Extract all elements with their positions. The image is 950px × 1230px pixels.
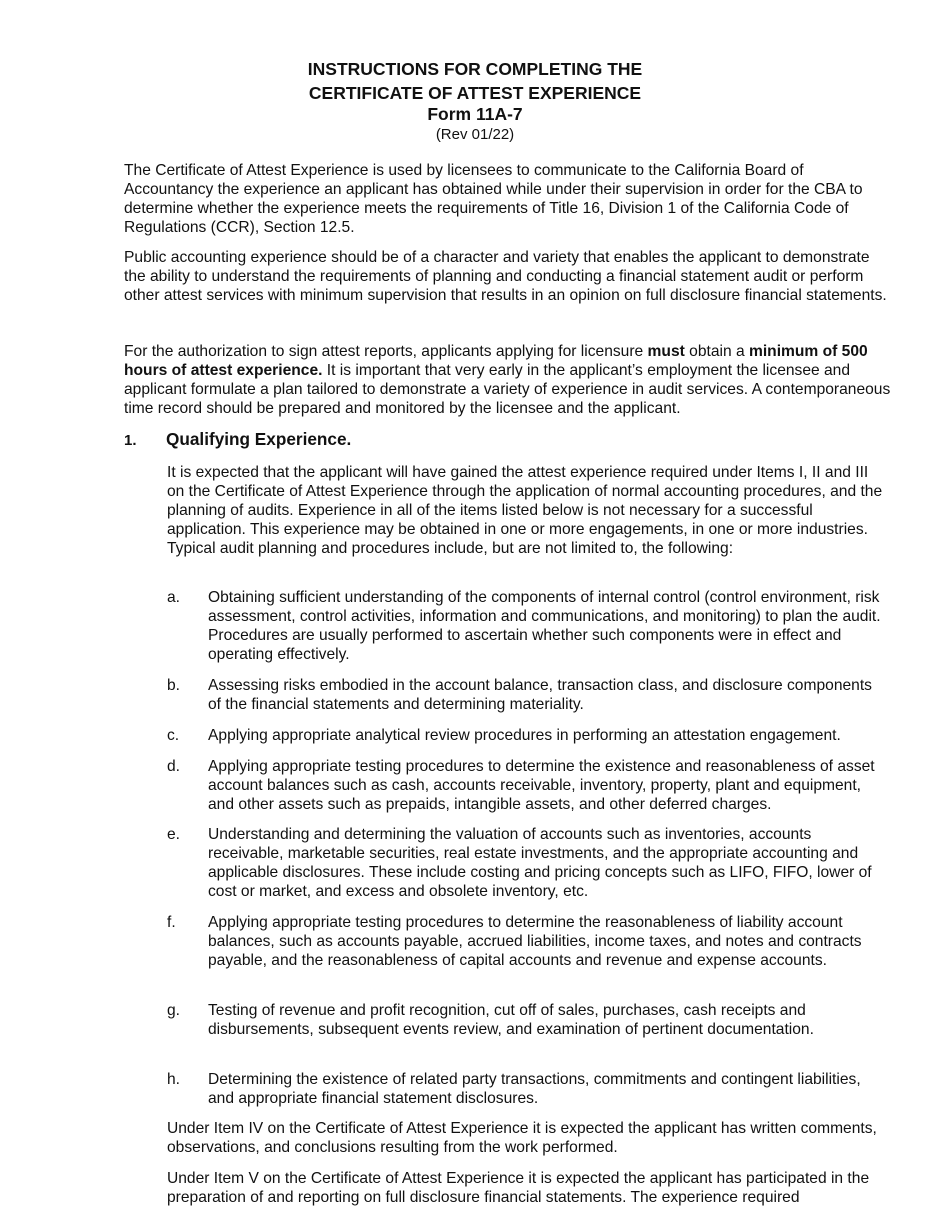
form-number: Form 11A-7 bbox=[427, 104, 523, 124]
list-item-letter: h. bbox=[167, 1071, 181, 1088]
revision-date: (Rev 01/22) bbox=[435, 126, 515, 143]
intro-p3-part-a: For the authorization to sign attest reports, applicants applying for licensure bbox=[124, 343, 648, 360]
list-item-text: Assessing risks embodied in the account balance, transaction class, and disclosure components of the financial statements and determining materiality. bbox=[208, 677, 872, 713]
section-title: Qualifying Experience. bbox=[166, 429, 352, 449]
list-item-text: Determining the existence of related party transactions, commitments and contingent liabilities, and appropriate financial statement disclosures. bbox=[208, 1071, 861, 1107]
list-item-text: Testing of revenue and profit recognition, cut off of sales, purchases, cash receipts and disbursements, subsequent events review, and examination of pertinent documentation. bbox=[208, 1002, 814, 1038]
list-item-text: Understanding and determining the valuation of accounts such as inventories, accounts receivable, marketable securities, real estate investments, and the appropriate accounting and applicable disclosures. These include costing and pricing concepts such as LIFO, FIFO, lower of cost or market, and excess and obsolete inventory, etc. bbox=[208, 826, 872, 900]
intro-paragraph-2: Public accounting experience should be of a character and variety that enables the applicant to demonstrate the ability to understand the requirements of planning and conducting a financial statement audit or perform other attest services with minimum supervision that results in an opinion on full disclosure financial statements. bbox=[124, 249, 887, 304]
list-item-letter: a. bbox=[167, 589, 181, 606]
intro-p3-minimum: minimum of 500 hours of attest experience. bbox=[124, 343, 868, 379]
list-item-text: Applying appropriate testing procedures to determine the existence and reasonableness of asset account balances such as cash, accounts receivable, inventory, property, plant and equipment, and other assets such as prepaids, intangible assets, and other deferred charges. bbox=[208, 758, 875, 813]
intro-p3-part-c: It is important that very early in the applicant’s employment the licensee and applicant formulate a plan tailored to demonstrate a variety of experience in audit services. A contemporaneous time record should be prepared and monitored by the licensee and the applicant. bbox=[124, 362, 891, 417]
list-item-letter: c. bbox=[167, 727, 180, 744]
list-item-text: Applying appropriate analytical review procedures in performing an attestation engagement. bbox=[208, 727, 841, 744]
list-item-letter: d. bbox=[167, 758, 181, 775]
list-item-letter: g. bbox=[167, 1002, 181, 1019]
section-heading bbox=[124, 428, 894, 452]
item-v-paragraph: Under Item V on the Certificate of Attest Experience it is expected the applicant has participated in the preparation of and reporting on full disclosure financial statements. The experience required bbox=[167, 1170, 870, 1206]
intro-paragraph-3 bbox=[124, 342, 894, 418]
list-item-letter: b. bbox=[167, 677, 181, 694]
section-number: 1. bbox=[124, 432, 137, 449]
list-item-letter: f. bbox=[167, 914, 176, 931]
list-item-letter: e. bbox=[167, 826, 181, 843]
title-line-2: CERTIFICATE OF ATTEST EXPERIENCE bbox=[308, 83, 642, 103]
item-iv-paragraph: Under Item IV on the Certificate of Attest Experience it is expected the applicant has written comments, observations, and conclusions resulting from the work performed. bbox=[167, 1120, 877, 1156]
list-item-text: Applying appropriate testing procedures to determine the reasonableness of liability account balances, such as accounts payable, accrued liabilities, income taxes, and notes and contracts payable, and the reasonableness of capital accounts and revenue and expense accounts. bbox=[208, 914, 862, 969]
title-line-1: INSTRUCTIONS FOR COMPLETING THE bbox=[307, 59, 643, 79]
list-item-text: Obtaining sufficient understanding of the components of internal control (control environment, risk assessment, control activities, information and communications, and monitoring) to plan the audit. Procedures are usually performed to ascertain whether such components were in effect and operating effectively. bbox=[208, 589, 881, 663]
intro-paragraph-1: The Certificate of Attest Experience is used by licensees to communicate to the California Board of Accountancy the experience an applicant has obtained while under their supervision in order for the CBA to determine whether the experience meets the requirements of Title 16, Division 1 of the California Code of Regulations (CCR), Section 12.5. bbox=[124, 162, 863, 236]
section-lead-paragraph: It is expected that the applicant will have gained the attest experience required under Items I, II and III on the Certificate of Attest Experience through the application of normal accounting procedures, and the planning of audits. Experience in all of the items listed below is not necessary for a successful application. This experience may be obtained in one or more engagements, in one or more industries. Typical audit planning and procedures include, but are not limited to, the following: bbox=[167, 464, 883, 557]
document-title-block bbox=[0, 56, 950, 145]
intro-p3-part-b: obtain a bbox=[684, 343, 749, 360]
intro-p3-must: must bbox=[647, 343, 685, 360]
